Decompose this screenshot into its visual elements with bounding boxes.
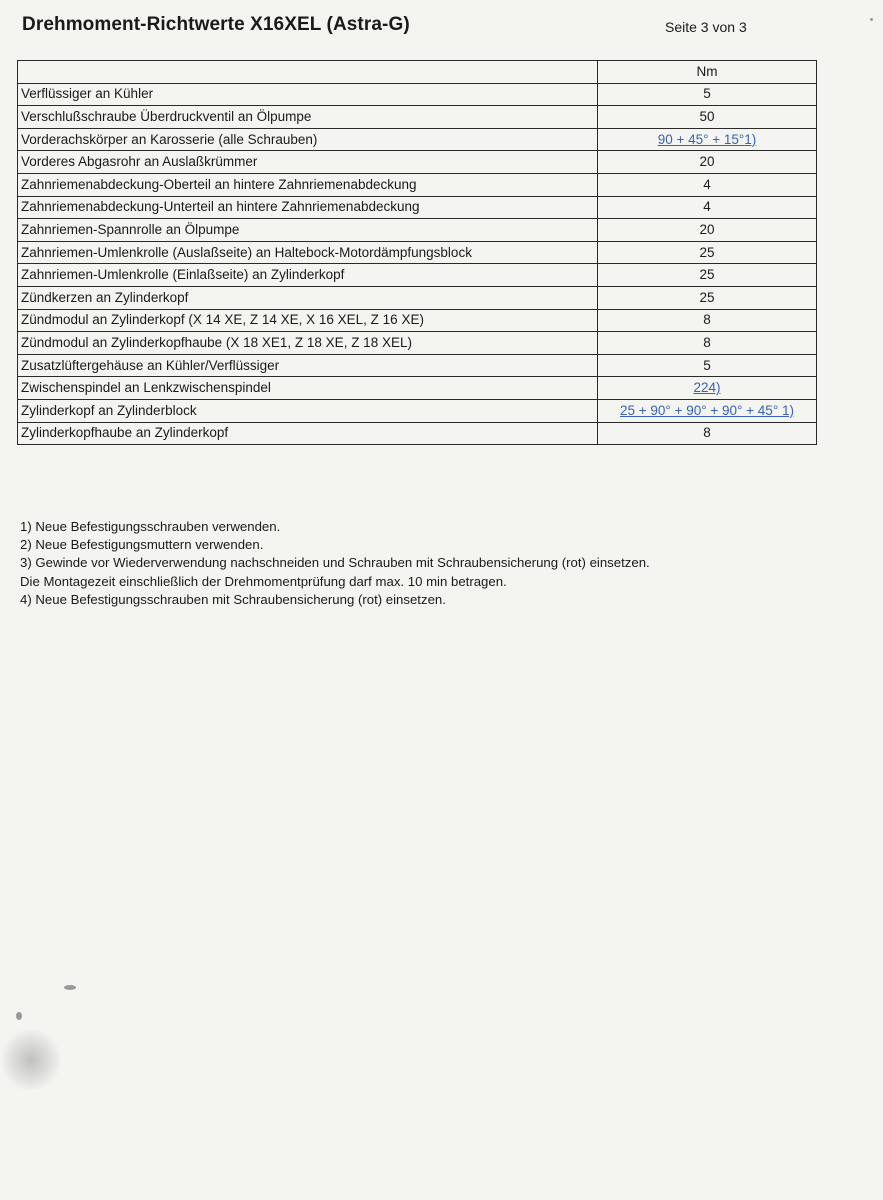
- torque-value: 8: [703, 425, 711, 441]
- table-row: [18, 151, 817, 174]
- scan-speck: [64, 985, 76, 990]
- torque-value: 25: [699, 289, 715, 305]
- table-row: [18, 83, 817, 106]
- row-component: Zahnriemenabdeckung-Unterteil an hintere Zahnriemenabdeckung: [18, 196, 598, 219]
- table-row: [18, 332, 817, 355]
- torque-value-link[interactable]: 25 + 90° + 90° + 90° + 45° 1): [620, 402, 794, 418]
- footnote: 4) Neue Befestigungsschrauben mit Schraubensicherung (rot) einsetzen.: [20, 591, 446, 607]
- table-header-row: [18, 61, 817, 84]
- table-row: [18, 354, 817, 377]
- torque-value: 5: [703, 86, 711, 102]
- table-row: [18, 173, 817, 196]
- row-component: Zwischenspindel an Lenkzwischenspindel: [18, 377, 598, 400]
- torque-value: 8: [703, 312, 711, 328]
- row-component: Zündmodul an Zylinderkopf (X 14 XE, Z 14 XE, X 16 XEL, Z 16 XE): [18, 309, 598, 332]
- row-component: Zahnriemen-Umlenkrolle (Auslaßseite) an Haltebock-Motordämpfungsblock: [18, 241, 598, 264]
- torque-value: 5: [703, 357, 711, 373]
- row-torque-value: [598, 286, 817, 309]
- torque-value: 4: [703, 176, 711, 192]
- page-title: Drehmoment-Richtwerte X16XEL (Astra-G): [22, 14, 410, 35]
- scan-speck: [16, 1012, 22, 1020]
- row-torque-value: [598, 309, 817, 332]
- torque-value: 25: [699, 244, 715, 260]
- row-component: Vorderachskörper an Karosserie (alle Schrauben): [18, 128, 598, 151]
- footnote: Die Montagezeit einschließlich der Drehmomentprüfung darf max. 10 min betragen.: [20, 573, 507, 589]
- row-component: Verflüssiger an Kühler: [18, 83, 598, 106]
- column-header-nm: Nm: [598, 61, 817, 84]
- row-torque-value: [598, 399, 817, 422]
- table-row: [18, 264, 817, 287]
- table-row: [18, 377, 817, 400]
- row-torque-value: [598, 422, 817, 445]
- torque-value-link[interactable]: 90 + 45° + 15°1): [657, 131, 757, 147]
- table-row: [18, 128, 817, 151]
- footnote: 3) Gewinde vor Wiederverwendung nachschneiden und Schrauben mit Schraubensicherung (rot) einsetzen.: [20, 555, 650, 571]
- row-torque-value: [598, 106, 817, 129]
- row-torque-value: [598, 264, 817, 287]
- torque-value: 25: [699, 267, 715, 283]
- row-component: Zahnriemen-Spannrolle an Ölpumpe: [18, 219, 598, 242]
- row-torque-value: [598, 196, 817, 219]
- table-row: [18, 219, 817, 242]
- row-component: Zylinderkopfhaube an Zylinderkopf: [18, 422, 598, 445]
- page-number: Seite 3 von 3: [665, 19, 747, 35]
- torque-value-link[interactable]: 224): [693, 380, 721, 396]
- table-body: [18, 83, 817, 445]
- torque-value: 8: [703, 334, 711, 350]
- torque-value: 20: [699, 154, 715, 170]
- table-row: [18, 286, 817, 309]
- table-row: [18, 241, 817, 264]
- row-component: Zahnriemenabdeckung-Oberteil an hintere Zahnriemenabdeckung: [18, 173, 598, 196]
- row-component: Zusatzlüftergehäuse an Kühler/Verflüssiger: [18, 354, 598, 377]
- row-component: Zahnriemen-Umlenkrolle (Einlaßseite) an Zylinderkopf: [18, 264, 598, 287]
- row-torque-value: [598, 354, 817, 377]
- row-component: Vorderes Abgasrohr an Auslaßkrümmer: [18, 151, 598, 174]
- scan-smudge: [2, 1030, 60, 1090]
- row-torque-value: [598, 128, 817, 151]
- row-component: Zündmodul an Zylinderkopfhaube (X 18 XE1, Z 18 XE, Z 18 XEL): [18, 332, 598, 355]
- table-row: [18, 106, 817, 129]
- row-torque-value: [598, 332, 817, 355]
- table-row: [18, 309, 817, 332]
- row-torque-value: [598, 241, 817, 264]
- row-torque-value: [598, 173, 817, 196]
- row-torque-value: [598, 377, 817, 400]
- row-torque-value: [598, 151, 817, 174]
- row-component: Zündkerzen an Zylinderkopf: [18, 286, 598, 309]
- row-torque-value: [598, 83, 817, 106]
- scan-speck: [870, 18, 873, 21]
- column-header-item: [18, 61, 598, 84]
- row-torque-value: [598, 219, 817, 242]
- row-component: Zylinderkopf an Zylinderblock: [18, 399, 598, 422]
- table-row: [18, 399, 817, 422]
- torque-value: 20: [699, 221, 715, 237]
- table-row: [18, 196, 817, 219]
- torque-value: 4: [703, 199, 711, 215]
- torque-table: [17, 60, 817, 445]
- footnotes: [20, 518, 650, 609]
- table-row: [18, 422, 817, 445]
- row-component: Verschlußschraube Überdruckventil an Ölpumpe: [18, 106, 598, 129]
- torque-value: 50: [699, 108, 715, 124]
- footnote: 1) Neue Befestigungsschrauben verwenden.: [20, 519, 281, 534]
- footnote: 2) Neue Befestigungsmuttern verwenden.: [20, 537, 264, 553]
